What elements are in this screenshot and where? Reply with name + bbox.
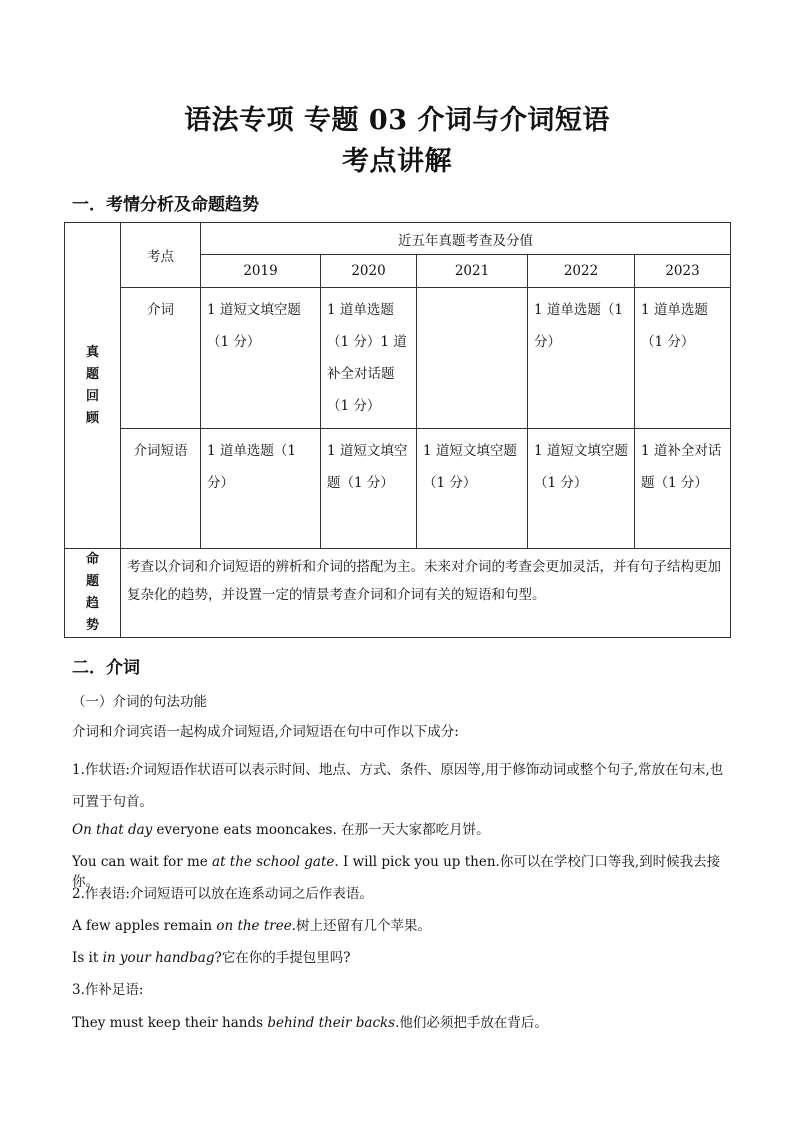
table-cell: 1 道短文填空题（1 分） <box>321 429 417 549</box>
example-sentence: They must keep their hands behind their backs.他们必须把手放在背后。 <box>72 1015 548 1031</box>
review-label-cell: 真 题 回 顾 <box>65 223 121 549</box>
section-heading-preposition: 二．介词 <box>72 658 140 678</box>
example-sentence: A few apples remain on the tree.树上还留有几个苹果。 <box>72 918 431 934</box>
year-header: 2023 <box>635 255 731 288</box>
year-header: 2021 <box>417 255 528 288</box>
subheading-syntax: （一）介词的句法功能 <box>72 694 207 710</box>
year-header: 2020 <box>321 255 417 288</box>
rule-complement: 3.作补足语: <box>72 982 144 998</box>
trend-text-cell: 考查以介词和介词短语的辨析和介词的搭配为主。未来对介词的考查会更加灵活，并有句子结构更加复杂化的趋势，并设置一定的情景考查介词和介词有关的短语和句型。 <box>121 549 731 638</box>
exam-analysis-table <box>64 222 731 638</box>
year-header: 2022 <box>528 255 635 288</box>
table-cell: 1 道单选题（1 分） <box>528 288 635 429</box>
intro-paragraph: 介词和介词宾语一起构成介词短语,介词短语在句中可作以下成分: <box>72 724 459 740</box>
topic-cell: 介词 <box>121 288 201 429</box>
example-sentence: You can wait for me at the school gate. I will pick you up then.你可以在学校门口等我,到时候我去接你。 <box>72 854 721 890</box>
trend-label-cell: 命 题 趋 势 <box>65 549 121 638</box>
table-cell: 1 道短文填空题（1 分） <box>417 429 528 549</box>
table-cell: 1 道短文填空题（1 分） <box>201 288 321 429</box>
table-cell: 1 道补全对话题（1 分） <box>635 429 731 549</box>
example-sentence: On that day everyone eats mooncakes. 在那一天大家都吃月饼。 <box>72 822 490 838</box>
table-cell: 1 道单选题（1 分） <box>635 288 731 429</box>
table-cell <box>417 288 528 429</box>
table-cell: 1 道单选题（1 分）1 道补全对话题（1 分） <box>321 288 417 429</box>
example-sentence: Is it in your handbag?它在你的手提包里吗? <box>72 950 351 966</box>
header-five-year: 近五年真题考查及分值 <box>201 223 731 255</box>
rule-adverbial: 1.作状语:介词短语作状语可以表示时间、地点、方式、条件、原因等,用于修饰动词或整个句子,常放在句末,也可置于句首。 <box>72 762 724 810</box>
section-heading-analysis: 一．考情分析及命题趋势 <box>72 195 259 215</box>
document-title: 语法专项 专题 03 介词与介词短语 <box>184 105 610 136</box>
header-kaodian: 考点 <box>121 223 201 288</box>
table-cell: 1 道单选题（1 分） <box>201 429 321 549</box>
topic-cell: 介词短语 <box>121 429 201 549</box>
year-header: 2019 <box>201 255 321 288</box>
table-cell: 1 道短文填空题（1 分） <box>528 429 635 549</box>
rule-predicative: 2.作表语:介词短语可以放在连系动词之后作表语。 <box>72 886 373 902</box>
document-subtitle: 考点讲解 <box>342 146 452 177</box>
